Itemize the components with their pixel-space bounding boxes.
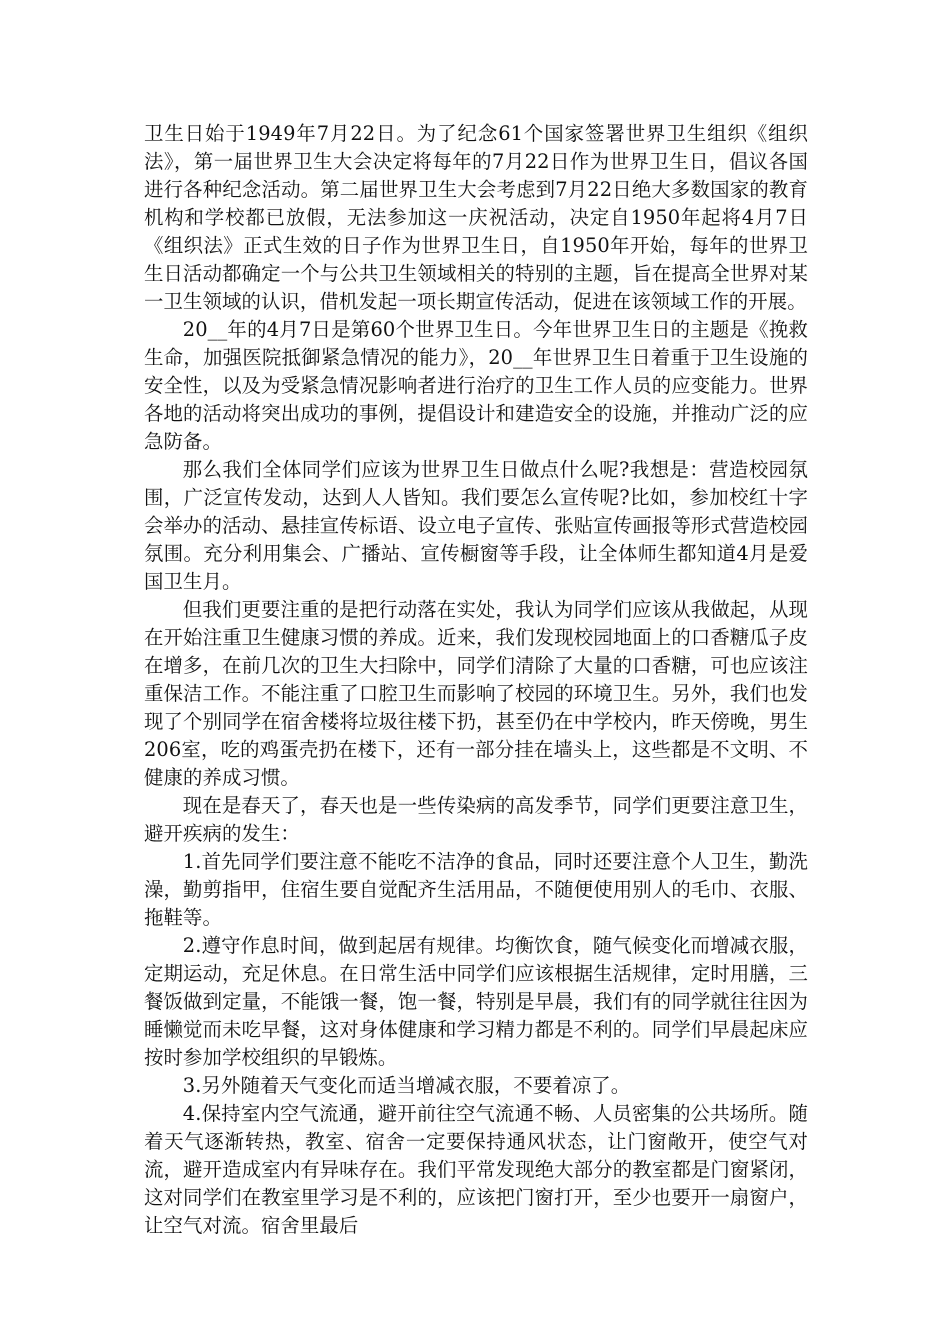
list-item-1: 1.首先同学们要注意不能吃不洁净的食品，同时还要注意个人卫生，勤洗澡，勤剪指甲，住宿生要自觉配齐生活用品，不随便使用别人的毛巾、衣服、拖鞋等。 (144, 850, 808, 929)
paragraph-history: 卫生日始于1949年7月22日。为了纪念61个国家签署世界卫生组织《组织法》，第一届世界卫生大会决定将每年的7月22日作为世界卫生日，倡议各国进行各种纪念活动。第二届世界卫生大会考虑到7月22日绝大多数国家的教育机构和学校都已放假，无法参加这一庆祝活动，决定自1950年起将4月7日《组织法》正式生效的日子作为世界卫生日，自1950年开始，每年的世界卫生日活动都确定一个与公共卫生领域相关的特别的主题，旨在提高全世界对某一卫生领域的认识，借机发起一项长期宣传活动，促进在该领域工作的开展。 (144, 122, 808, 313)
list-item-2: 2.遵守作息时间，做到起居有规律。均衡饮食，随气候变化而增减衣服，定期运动，充足休息。在日常生活中同学们应该根据生活规律，定时用膳，三餐饭做到定量，不能饿一餐，饱一餐，特别是早晨，我们有的同学就往往因为睡懒觉而未吃早餐，这对身体健康和学习精力都是不利的。同学们早晨起床应按时参加学校组织的早锻炼。 (144, 934, 808, 1069)
list-item-3: 3.另外随着天气变化而适当增减衣服，不要着凉了。 (182, 1074, 631, 1097)
paragraph-theme: 20__年的4月7日是第60个世界卫生日。今年世界卫生日的主题是《挽救生命，加强医院抵御紧急情况的能力》，20__年世界卫生日着重于卫生设施的安全性，以及为受紧急情况影响者进行治疗的卫生工作人员的应变能力。世界各地的活动将突出成功的事例，提倡设计和建造安全的设施，并推动广泛的应急防备。 (144, 318, 808, 453)
document-body (144, 120, 808, 1240)
list-item-4: 4.保持室内空气流通，避开前往空气流通不畅、人员密集的公共场所。随着天气逐渐转热，教室、宿舍一定要保持通风状态，让门窗敞开，使空气对流，避开造成室内有异味存在。我们平常发现绝大部分的教室都是门窗紧闭，这对同学们在教室里学习是不利的，应该把门窗打开，至少也要开一扇窗户，让空气对流。宿舍里最后 (144, 1102, 808, 1237)
paragraph-action: 但我们更要注重的是把行动落在实处，我认为同学们应该从我做起，从现在开始注重卫生健康习惯的养成。近来，我们发现校园地面上的口香糖瓜子皮在增多，在前几次的卫生大扫除中，同学们清除了大量的口香糖，可也应该注重保洁工作。不能注重了口腔卫生而影响了校园的环境卫生。另外，我们也发现了个别同学在宿舍楼将垃圾往楼下扔，甚至仍在中学校内，昨天傍晚，男生206室，吃的鸡蛋壳扔在楼下，还有一部分挂在墙头上，这些都是不文明、不健康的养成习惯。 (144, 598, 808, 789)
paragraph-publicity: 那么我们全体同学们应该为世界卫生日做点什么呢?我想是：营造校园氛围，广泛宣传发动，达到人人皆知。我们要怎么宣传呢?比如，参加校红十字会举办的活动、悬挂宣传标语、设立电子宣传、张贴宣传画报等形式营造校园氛围。充分利用集会、广播站、宣传橱窗等手段，让全体师生都知道4月是爱国卫生月。 (144, 458, 808, 593)
paragraph-spring: 现在是春天了，春天也是一些传染病的高发季节，同学们更要注意卫生，避开疾病的发生： (144, 794, 808, 845)
